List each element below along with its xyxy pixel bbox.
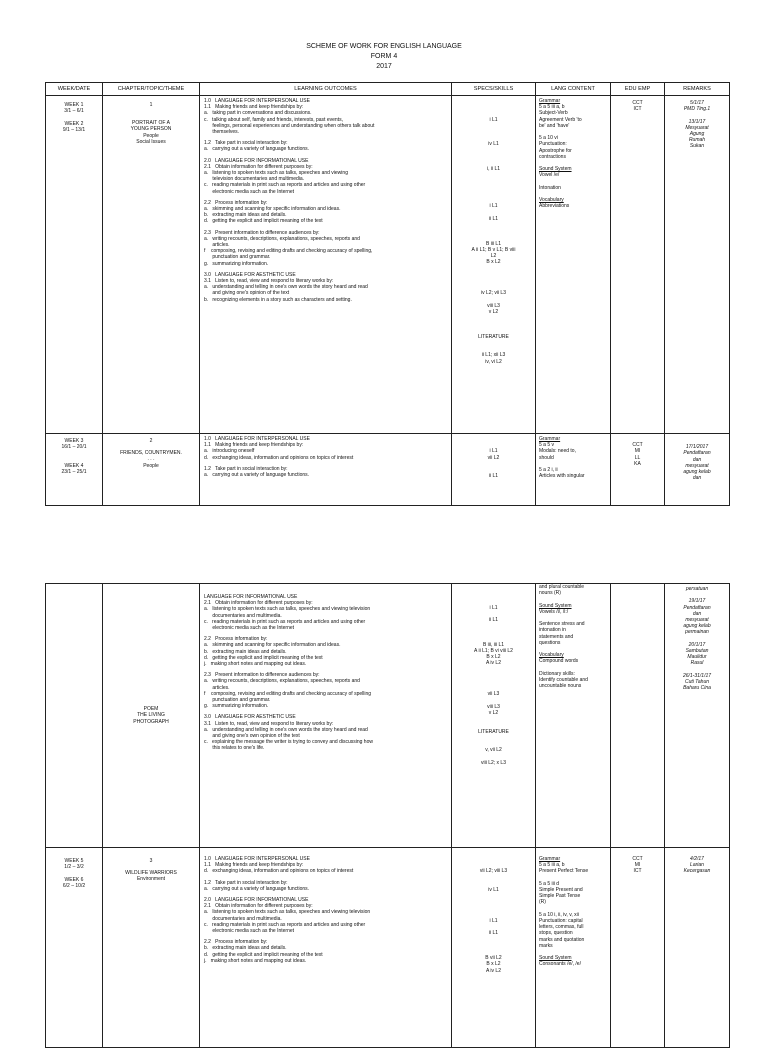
lang-content-cell (536, 584, 611, 848)
text-line: contractions (539, 153, 566, 160)
text-line: LITERATURE (478, 728, 509, 735)
remarks-cell (665, 434, 730, 506)
outcome-line: a. carrying out a variety of language functions. (204, 146, 310, 153)
text-line: B x L2 (486, 961, 501, 968)
text-line: Dictionary skills: (539, 670, 575, 677)
outcome-line: b. extracting main ideas and details. (204, 945, 287, 952)
text-line: Larian (690, 862, 704, 869)
header-lang-content: LANG CONTENT (536, 83, 611, 96)
text-line: Identify countable and (539, 677, 588, 684)
text-line: dan (692, 475, 702, 482)
outcome-line: c. reading materials in print such as reports and articles and using other (204, 921, 366, 928)
text-line: LITERATURE (478, 333, 509, 340)
outcome-line: electronic media such as the Internet (204, 928, 295, 935)
text-line: statements and (539, 633, 574, 640)
specs-skills-cell (452, 584, 536, 848)
outcome-line: 2.1 Obtain information for different purposes by: (204, 163, 313, 170)
text-line: Sukan (689, 143, 705, 150)
text-line: Sambutan (685, 648, 709, 655)
remarks-cell (665, 848, 730, 1048)
learning-outcomes-cell (200, 434, 452, 506)
chapter-lines (103, 120, 199, 145)
text-line: Agreement Verb 'to (539, 116, 582, 123)
text-line: Abbreviations (539, 203, 570, 210)
outcome-line: LANGUAGE FOR INFORMATIONAL USE (204, 594, 298, 600)
outcome-block (204, 98, 448, 135)
outcome-line: themselves. (204, 129, 240, 136)
text-line: and plural countable (539, 584, 585, 590)
outcome-line: articles. (204, 684, 230, 691)
text-line: Sound System (539, 602, 572, 609)
text-line: ii L1 (488, 930, 499, 937)
outcome-line: punctuation and grammar. (204, 697, 271, 704)
outcome-line: 2.2 Process information by: (204, 199, 268, 206)
text-line: A iv L2 (485, 967, 501, 974)
lang-content-cell (536, 96, 611, 434)
outcome-line: a. skimming and scanning for specific information and ideas. (204, 206, 341, 213)
outcome-line: 2.0 LANGUAGE FOR INFORMATIONAL USE (204, 157, 309, 164)
outcome-line: 1.1 Making friends and keep friendships by: (204, 442, 304, 449)
text-line: Consonants /e/, /e/ (539, 961, 581, 968)
text-line: 17/1/2017 (685, 444, 709, 451)
text-line: Punctuation: capital (539, 918, 583, 925)
text-line: marks and quotation (539, 936, 585, 943)
text-line: 5 a 5 iii d (539, 880, 560, 887)
text-line: Modals: need to, (539, 448, 576, 455)
text-line: ICT (633, 868, 642, 875)
outcome-block (204, 158, 448, 195)
outcome-line: c. explaining the message the writer is trying to convey and discussing how (204, 739, 373, 746)
outcome-line: a. carrying out a variety of language functions. (204, 885, 310, 892)
text-line: Mesyuarat (685, 124, 709, 131)
text-line: i L1 (489, 116, 498, 123)
outcome-block (204, 436, 448, 461)
scheme-table-page-1 (45, 82, 730, 506)
text-line: Compound words (539, 658, 579, 665)
text-line: v L2 (488, 308, 499, 315)
text-line: ii L1 (488, 617, 499, 624)
outcome-block (204, 200, 448, 225)
outcome-line: c. talking about self, family and friends, interests, past events, (204, 116, 343, 123)
outcome-line: 2.2 Process information by: (204, 939, 268, 946)
title-line-3: 2017 (376, 63, 392, 70)
text-line: Sentence stress and (539, 621, 585, 628)
text-line: Grammar (539, 856, 561, 862)
text-line: (R) (539, 899, 546, 906)
text-line: POEM (143, 706, 159, 713)
text-line: questions (539, 639, 561, 646)
outcome-line: documentaries and multimedia. (204, 915, 282, 922)
text-line: be' and 'have' (539, 122, 570, 129)
text-line: viii L3 (487, 302, 500, 309)
text-line: 6/2 – 10/2 (62, 883, 86, 890)
text-line: dan (692, 456, 702, 463)
text-line: CCT (632, 100, 643, 106)
text-line: iv L1 (488, 141, 499, 148)
outcome-line: this relates to one's life. (204, 745, 265, 752)
text-line: dan (692, 610, 702, 617)
outcome-line: b. extracting main ideas and details. (204, 648, 287, 655)
text-line: Punctuation: (539, 141, 567, 148)
text-line: 26/1-31/1/17 (682, 672, 712, 679)
text-line: L2 (490, 253, 497, 260)
lang-content-cell (536, 434, 611, 506)
table-row (46, 584, 730, 848)
text-line: A ii L1; B v L1; B viii (471, 246, 516, 253)
text-line: WILDLIFE WARRIORS (125, 870, 177, 877)
text-line: CCT (632, 856, 643, 862)
chapter-cell (103, 848, 200, 1048)
text-line: WEEK 6 (64, 876, 84, 883)
outcome-line: d. getting the explicit and implicit meaning of the text (204, 654, 323, 661)
text-line: 5 a 5 iii a, b (539, 862, 565, 869)
outcome-line: feelings, personal experiences and understanding when others talk about (204, 122, 375, 129)
outcome-line: punctuation and grammar. (204, 254, 271, 261)
outcome-line: j. making short notes and mapping out ideas. (204, 957, 307, 964)
text-line: iv L1 (488, 887, 499, 894)
text-line: PMD Ting.1 (683, 106, 711, 113)
text-line: . . . (147, 456, 155, 463)
outcome-line: c. reading materials in print such as reports and articles and using other (204, 182, 366, 189)
text-line: 16/1 – 20/1 (61, 444, 87, 451)
week-date-cell (46, 584, 103, 848)
text-line: v L2 (488, 710, 499, 717)
text-line: LL (634, 454, 641, 461)
text-line: Cuti Tahun (685, 679, 709, 686)
outcome-line: 1.2 Take part in social interaction by: (204, 465, 288, 472)
outcome-line: and giving one's opinion of the text (204, 290, 290, 297)
text-line: CCT (632, 442, 643, 449)
outcome-block (204, 880, 448, 892)
text-line: agung kelab (683, 623, 711, 630)
header-week-date: WEEK/DATE (46, 83, 103, 96)
chapter-cell (103, 584, 200, 848)
outcome-line: a. understanding and telling in one's own words the story heard and read (204, 284, 368, 291)
text-line: letters, commas, full (539, 924, 584, 931)
table-row (46, 96, 730, 434)
week-date-cell (46, 96, 103, 434)
text-line: 4/2/17 (690, 856, 704, 862)
header-specs-skills: SPECS/SKILLS (452, 83, 536, 96)
specs-skills-cell (452, 848, 536, 1048)
text-line: iv, vi L2 (485, 358, 502, 365)
outcome-line: documentaries and multimedia. (204, 612, 282, 619)
text-line: B x L2 (486, 259, 501, 266)
text-line: vii L2 (487, 454, 500, 461)
outcome-block (204, 272, 448, 303)
outcome-block (204, 594, 448, 631)
week-date-cell (46, 848, 103, 1048)
text-line: viii L3 (487, 703, 500, 710)
text-line: ii L1; xii L3 (481, 352, 506, 359)
text-line: 1/2 – 3/2 (64, 864, 84, 871)
outcome-block (204, 140, 448, 152)
text-line: Rumah (688, 137, 706, 144)
text-line: i, ii L1 (486, 166, 501, 173)
outcome-block (204, 636, 448, 667)
text-line: WEEK 5 (64, 858, 84, 865)
text-line: vii L2; viii L3 (479, 868, 508, 875)
text-line: Vocabulary (539, 652, 564, 659)
outcome-line: g. summarizing information. (204, 703, 269, 710)
text-line: People (143, 132, 159, 139)
outcome-line: d. getting the explicit and implicit meaning of the text (204, 951, 323, 958)
text-line: WEEK 1 (64, 102, 84, 108)
outcome-line: 3.1 Listen to, read, view and respond to literary works by: (204, 278, 334, 285)
outcome-line: a. listening to spoken texts such as talks, speeches and viewing television (204, 909, 371, 916)
outcome-line: f composing, revising and editing drafts and checking accuracy of spelling (204, 690, 372, 697)
outcome-line: 3.1 Listen to, read, view and respond to literary works by: (204, 720, 334, 727)
remarks-cell (665, 96, 730, 434)
text-line: iv L2; vii L3 (480, 290, 506, 297)
edu-emp-cell (611, 434, 665, 506)
text-line: Articles with singular (539, 473, 585, 480)
text-line: B iii L1 (485, 240, 501, 247)
outcome-block (204, 714, 448, 751)
outcome-line: 2.2 Process information by: (204, 636, 268, 643)
outcome-line: 2.1 Obtain information for different purposes by: (204, 903, 313, 910)
outcome-line: 1.0 LANGUAGE FOR INTERPERSONAL USE (204, 856, 310, 862)
table-header-row (46, 83, 730, 96)
header-chapter-topic-theme: CHAPTER/TOPIC/THEME (103, 83, 200, 96)
text-line: Baharu Cina (683, 685, 711, 692)
outcome-line: c. reading materials in print such as reports and articles and using other (204, 618, 366, 625)
text-line: should (539, 454, 554, 461)
remarks-cell (665, 584, 730, 848)
text-line: Grammar (539, 98, 561, 104)
outcome-line: electronic media such as the Internet (204, 625, 295, 632)
text-line: 5 a 5 iii a, b (539, 104, 565, 111)
text-line: Intonation (539, 184, 561, 191)
outcome-line: 3.0 LANGUAGE FOR AESTHETIC USE (204, 271, 296, 278)
text-line: MI (634, 448, 641, 455)
table-row (46, 848, 730, 1048)
text-line: PORTRAIT OF A (132, 120, 170, 127)
learning-outcomes-cell (200, 584, 452, 848)
text-line: Kecergasan (683, 868, 711, 875)
text-line: Sound System (539, 166, 572, 173)
text-line: mesyuarat (685, 617, 709, 624)
outcome-line: 1.2 Take part in social interaction by: (204, 879, 288, 886)
outcome-line: a. understanding and telling in one's own words the story heard and read (204, 726, 368, 733)
chapter-cell (103, 434, 200, 506)
text-line: Pendaftaran (683, 450, 711, 457)
text-line: i L1 (489, 448, 498, 455)
text-line: Maulidur (687, 654, 707, 661)
text-line: Simple Past Tense (539, 893, 581, 900)
text-line: 19/1/17 (688, 598, 706, 605)
outcome-line: television documentaries and multimedia. (204, 176, 305, 183)
outcome-block (204, 466, 448, 478)
outcome-line: electronic media such as the Internet (204, 188, 295, 195)
outcome-line: 1.2 Take part in social interaction by: (204, 140, 288, 147)
text-line: WEEK 2 (64, 120, 84, 127)
outcome-line: a. writing recounts, descriptions, explanations, speeches, reports and (204, 235, 360, 242)
outcome-line: 1.0 LANGUAGE FOR INTERPERSONAL USE (204, 98, 310, 104)
text-line: 5/1/17 (690, 100, 704, 106)
text-line: WEEK 4 (64, 462, 84, 469)
table-row (46, 434, 730, 506)
text-line: Vowel /e/ (539, 172, 560, 179)
outcome-line: a. writing recounts, descriptions, explanations, speeches, reports and (204, 678, 360, 685)
outcome-block (204, 939, 448, 964)
outcome-line: j. making short notes and mapping out ideas. (204, 661, 307, 668)
outcome-line: a. listening to spoken texts such as talks, speeches and viewing (204, 170, 348, 177)
text-line: Subject-Verb (539, 110, 568, 117)
text-line: 5 a 2 i, ii (539, 467, 558, 474)
outcome-line: b. extracting main ideas and details. (204, 212, 287, 219)
text-line: A ii L1; B vi viii L2 (474, 648, 513, 655)
text-line: A iv L2 (485, 660, 501, 667)
lang-content-cell (536, 848, 611, 1048)
text-line: B vii L2 (485, 955, 502, 962)
outcome-line: a. listening to spoken texts such as talks, speeches and viewing television (204, 606, 371, 613)
outcome-line: d. exchanging ideas, information and opinions on topics of interest (204, 868, 354, 875)
outcome-line: 2.3 Present information to difference audiences by: (204, 229, 320, 236)
text-line: THE LIVING (137, 712, 165, 719)
text-line: viii L2; x L3 (480, 759, 506, 766)
outcome-line: d. getting the explicit and implicit meaning of the text (204, 218, 323, 225)
text-line: 3/1 – 6/1 (64, 108, 84, 115)
header-remarks: REMARKS (665, 83, 730, 96)
text-line: intonation in (539, 627, 566, 634)
text-line: 5 a 10 vi (539, 135, 558, 142)
text-line: KA (634, 460, 641, 467)
text-line: Environment (136, 876, 166, 883)
edu-emp-cell (611, 96, 665, 434)
title-line-1: SCHEME OF WORK FOR ENGLISH LANGUAGE (306, 43, 462, 50)
text-line: Social Issues (136, 138, 166, 145)
specs-skills-cell (452, 434, 536, 506)
text-line: Vowels /i/, /i:/ (539, 608, 569, 615)
outcome-line: g. summarizing information. (204, 260, 269, 267)
title-line-2: FORM 4 (370, 53, 398, 60)
outcome-block (204, 672, 448, 709)
text-line: 23/1 – 25/1 (61, 469, 87, 476)
chapter-number: 2 (149, 438, 153, 444)
chapter-lines (103, 706, 199, 725)
text-line: 20/1/17 (688, 641, 706, 648)
text-line: stops, question (539, 930, 573, 937)
outcome-block (204, 897, 448, 934)
text-line: MI (634, 862, 641, 869)
outcome-line: and giving one's own opinion of the text (204, 733, 300, 740)
text-line: persatuan (685, 586, 709, 592)
chapter-number: 3 (149, 858, 153, 864)
edu-emp-cell (611, 848, 665, 1048)
text-line: Pendaftaran (683, 604, 711, 611)
text-line: 13/1/17 (688, 118, 706, 125)
outcome-line: b. recognizing elements in a story such as characters and setting. (204, 296, 352, 303)
text-line: vii L3 (487, 691, 500, 698)
week-date-cell (46, 434, 103, 506)
edu-emp-cell (611, 584, 665, 848)
outcome-line: 1.1 Making friends and keep friendships by: (204, 862, 304, 869)
text-line: B x L2 (486, 654, 501, 661)
outcome-line: a. skimming and scanning for specific information and ideas. (204, 642, 341, 649)
outcome-line: 1.1 Making friends and keep friendships by: (204, 104, 304, 111)
outcome-line: 1.0 LANGUAGE FOR INTERPERSONAL USE (204, 436, 310, 442)
outcome-line: a. taking part in conversations and discussions. (204, 110, 312, 117)
learning-outcomes-cell (200, 848, 452, 1048)
text-line: agung kelab (683, 469, 711, 476)
outcome-line: 2.0 LANGUAGE FOR INFORMATIONAL USE (204, 897, 309, 904)
text-line: ii L1 (488, 215, 499, 222)
outcome-line: 2.3 Present information to difference audiences by: (204, 672, 320, 679)
text-line: FRIENDS, COUNTRYMEN. (120, 450, 182, 457)
text-line: Rasul (690, 660, 704, 667)
text-line: i L1 (489, 918, 498, 925)
text-line: PHOTOGRAPH (133, 718, 169, 725)
text-line: Apostrophe for (539, 147, 572, 154)
text-line: Vocabulary (539, 197, 564, 204)
text-line: nouns (R) (539, 590, 561, 597)
outcome-line: f composing, revising and editing drafts and checking accuracy of spelling, (204, 248, 373, 255)
text-line: Simple Present and (539, 887, 583, 894)
specs-skills-cell (452, 96, 536, 434)
outcome-line: a. introducing oneself (204, 448, 255, 455)
chapter-lines (103, 870, 199, 882)
header-edu-emp: EDU EMP (611, 83, 665, 96)
text-line: B iii, iii L1 (482, 641, 505, 648)
text-line: mesyuarat (685, 462, 709, 469)
text-line: marks (539, 942, 553, 949)
text-line: YOUNG PERSON (130, 126, 172, 133)
text-line: People (143, 462, 159, 469)
chapter-lines (103, 450, 199, 469)
text-line: ii L1 (488, 473, 499, 480)
document-title (0, 42, 768, 72)
text-line: permainan (685, 629, 709, 636)
outcome-line: articles. (204, 242, 230, 249)
header-learning-outcomes: LEARNING OUTCOMES (200, 83, 452, 96)
outcome-line: 2.1 Obtain information for different purposes by: (204, 600, 313, 607)
text-line: i L1 (489, 203, 498, 210)
text-line: v, vii L2 (485, 747, 502, 754)
text-line: Agung (689, 131, 705, 138)
text-line: uncountable nouns (539, 683, 582, 690)
text-line: ICT (633, 106, 642, 113)
text-line: i L1 (489, 604, 498, 611)
text-line: Grammar (539, 436, 561, 442)
outcome-line: 3.0 LANGUAGE FOR AESTHETIC USE (204, 714, 296, 721)
outcome-line: a. carrying out a variety of language functions. (204, 472, 310, 479)
outcome-block (204, 856, 448, 875)
text-line: Sound System (539, 955, 572, 962)
learning-outcomes-cell (200, 96, 452, 434)
text-line: WEEK 3 (64, 438, 84, 444)
chapter-cell (103, 96, 200, 434)
text-line: Present Perfect Tense (539, 868, 589, 875)
outcome-block (204, 230, 448, 267)
text-line: 5 a 5 v (539, 442, 555, 449)
scheme-table-page-2 (45, 583, 730, 1048)
outcome-line: d. exchanging ideas, information and opinions on topics of interest (204, 454, 354, 461)
text-line: 9/1 – 13/1 (62, 126, 86, 133)
text-line: 5 a 10 i, ii, iv, v, xii (539, 911, 579, 918)
chapter-number: 1 (149, 102, 153, 108)
